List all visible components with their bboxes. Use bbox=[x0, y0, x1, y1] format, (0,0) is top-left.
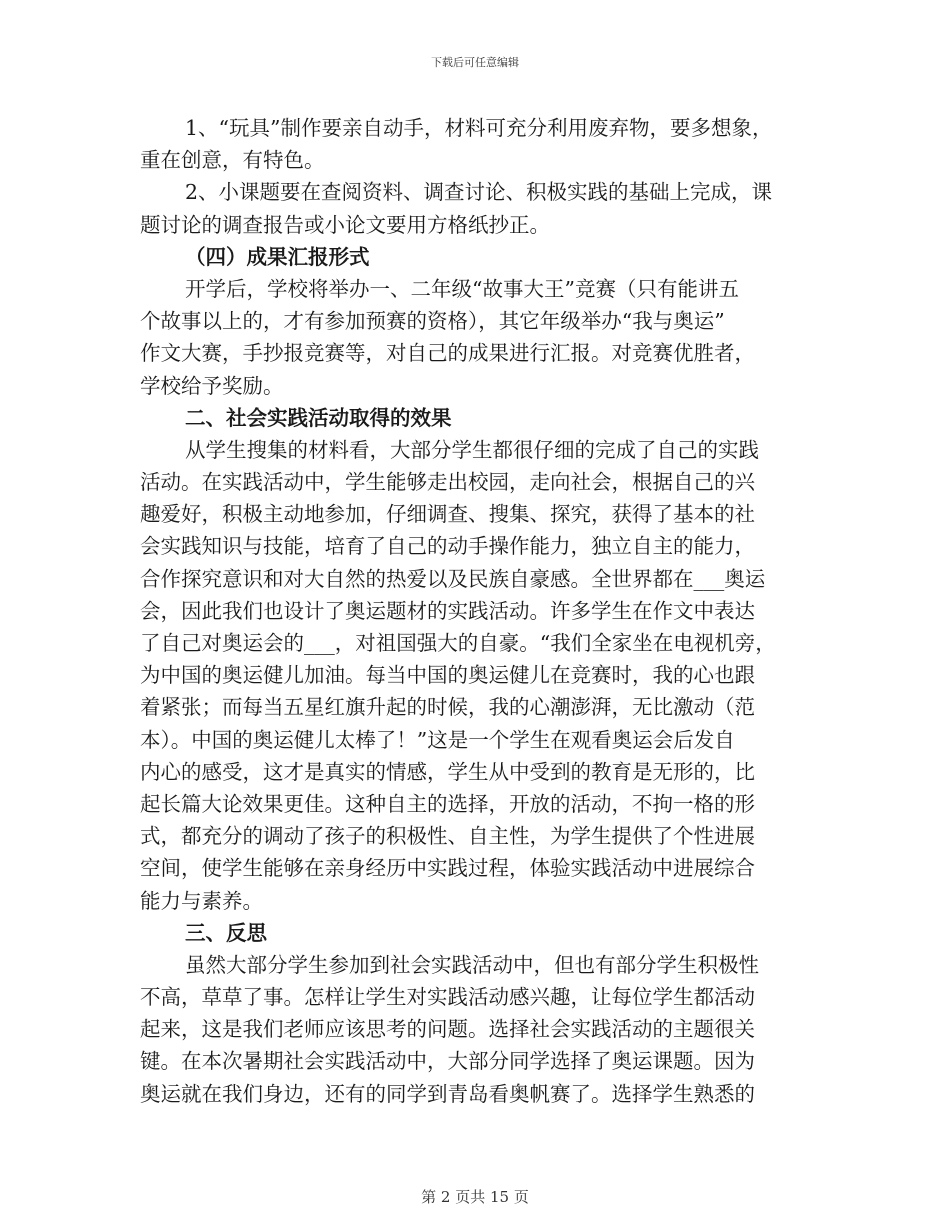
text-line: 虽然大部分学生参加到社会实践活动中，但也有部分学生积极性 bbox=[185, 952, 759, 977]
page-number: 第 2 页共 15 页 bbox=[421, 1188, 529, 1206]
text-line: 作文大赛，手抄报竞赛等，对自己的成果进行汇报。对竞赛优胜者， bbox=[140, 341, 755, 366]
text-line: 键。在本次暑期社会实践活动中，大部分同学选择了奥运课题。因为 bbox=[140, 1049, 755, 1074]
text-line: 个故事以上的，才有参加预赛的资格），其它年级举办“我与奥运” bbox=[140, 309, 725, 334]
text-line: 趣爱好，积极主动地参加，仔细调查、搜集、探究，获得了基本的社 bbox=[140, 502, 755, 527]
text-line: 2、小课题要在查阅资料、调查讨论、积极实践的基础上完成，课 bbox=[185, 180, 773, 205]
text-line: 合作探究意识和对大自然的热爱以及民族自豪感。全世界都在___奥运 bbox=[140, 566, 766, 591]
text-line: 着紧张；而每当五星红旗升起的时候，我的心潮澎湃，无比激动（范 bbox=[140, 695, 755, 720]
text-line: 会，因此我们也设计了奥运题材的实践活动。许多学生在作文中表达 bbox=[140, 598, 755, 623]
text-line: 重在创意，有特色。 bbox=[140, 148, 325, 173]
text-line: 会实践知识与技能，培育了自己的动手操作能力，独立自主的能力， bbox=[140, 534, 755, 559]
text-line: 奥运就在我们身边，还有的同学到青岛看奥帆赛了。选择学生熟悉的 bbox=[140, 1081, 755, 1106]
section-heading: 三、反思 bbox=[185, 920, 267, 945]
text-line: 不高，草草了事。怎样让学生对实践活动感兴趣，让每位学生都活动 bbox=[140, 985, 755, 1010]
section-heading: （四）成果汇报形式 bbox=[185, 244, 370, 269]
text-line: 活动。在实践活动中，学生能够走出校园，走向社会，根据自己的兴 bbox=[140, 470, 755, 495]
text-line: 本）。中国的奥运健儿太棒了！”这是一个学生在观看奥运会后发自 bbox=[140, 727, 735, 752]
text-line: 为中国的奥运健儿加油。每当中国的奥运健儿在竞赛时，我的心也跟 bbox=[140, 663, 755, 688]
text-line: 内心的感受，这才是真实的情感，学生从中受到的教育是无形的，比 bbox=[140, 759, 755, 784]
section-heading: 二、社会实践活动取得的效果 bbox=[185, 405, 452, 430]
page-header: 下载后可任意编辑 bbox=[431, 56, 519, 69]
text-line: 题讨论的调查报告或小论文要用方格纸抄正。 bbox=[140, 212, 550, 237]
text-line: 起长篇大论效果更佳。这种自主的选择，开放的活动，不拘一格的形 bbox=[140, 791, 755, 816]
text-line: 式，都充分的调动了孩子的积极性、自主性，为学生提供了个性进展 bbox=[140, 824, 755, 849]
text-line: 起来，这是我们老师应该思考的问题。选择社会实践活动的主题很关 bbox=[140, 1017, 755, 1042]
text-line: 开学后，学校将举办一、二年级“故事大王”竞赛（只有能讲五 bbox=[185, 276, 739, 301]
text-line: 空间，使学生能够在亲身经历中实践过程，体验实践活动中进展综合 bbox=[140, 856, 755, 881]
text-line: 从学生搜集的材料看，大部分学生都很仔细的完成了自己的实践 bbox=[185, 437, 759, 462]
text-line: 了自己对奥运会的___，对祖国强大的自豪。“我们全家坐在电视机旁， bbox=[140, 631, 776, 655]
text-line: 1、“玩具”制作要亲自动手，材料可充分利用废弃物，要多想象， bbox=[185, 116, 773, 140]
document-body bbox=[140, 112, 820, 1110]
text-line: 能力与素养。 bbox=[140, 888, 263, 913]
text-line: 学校给予奖励。 bbox=[140, 373, 284, 398]
